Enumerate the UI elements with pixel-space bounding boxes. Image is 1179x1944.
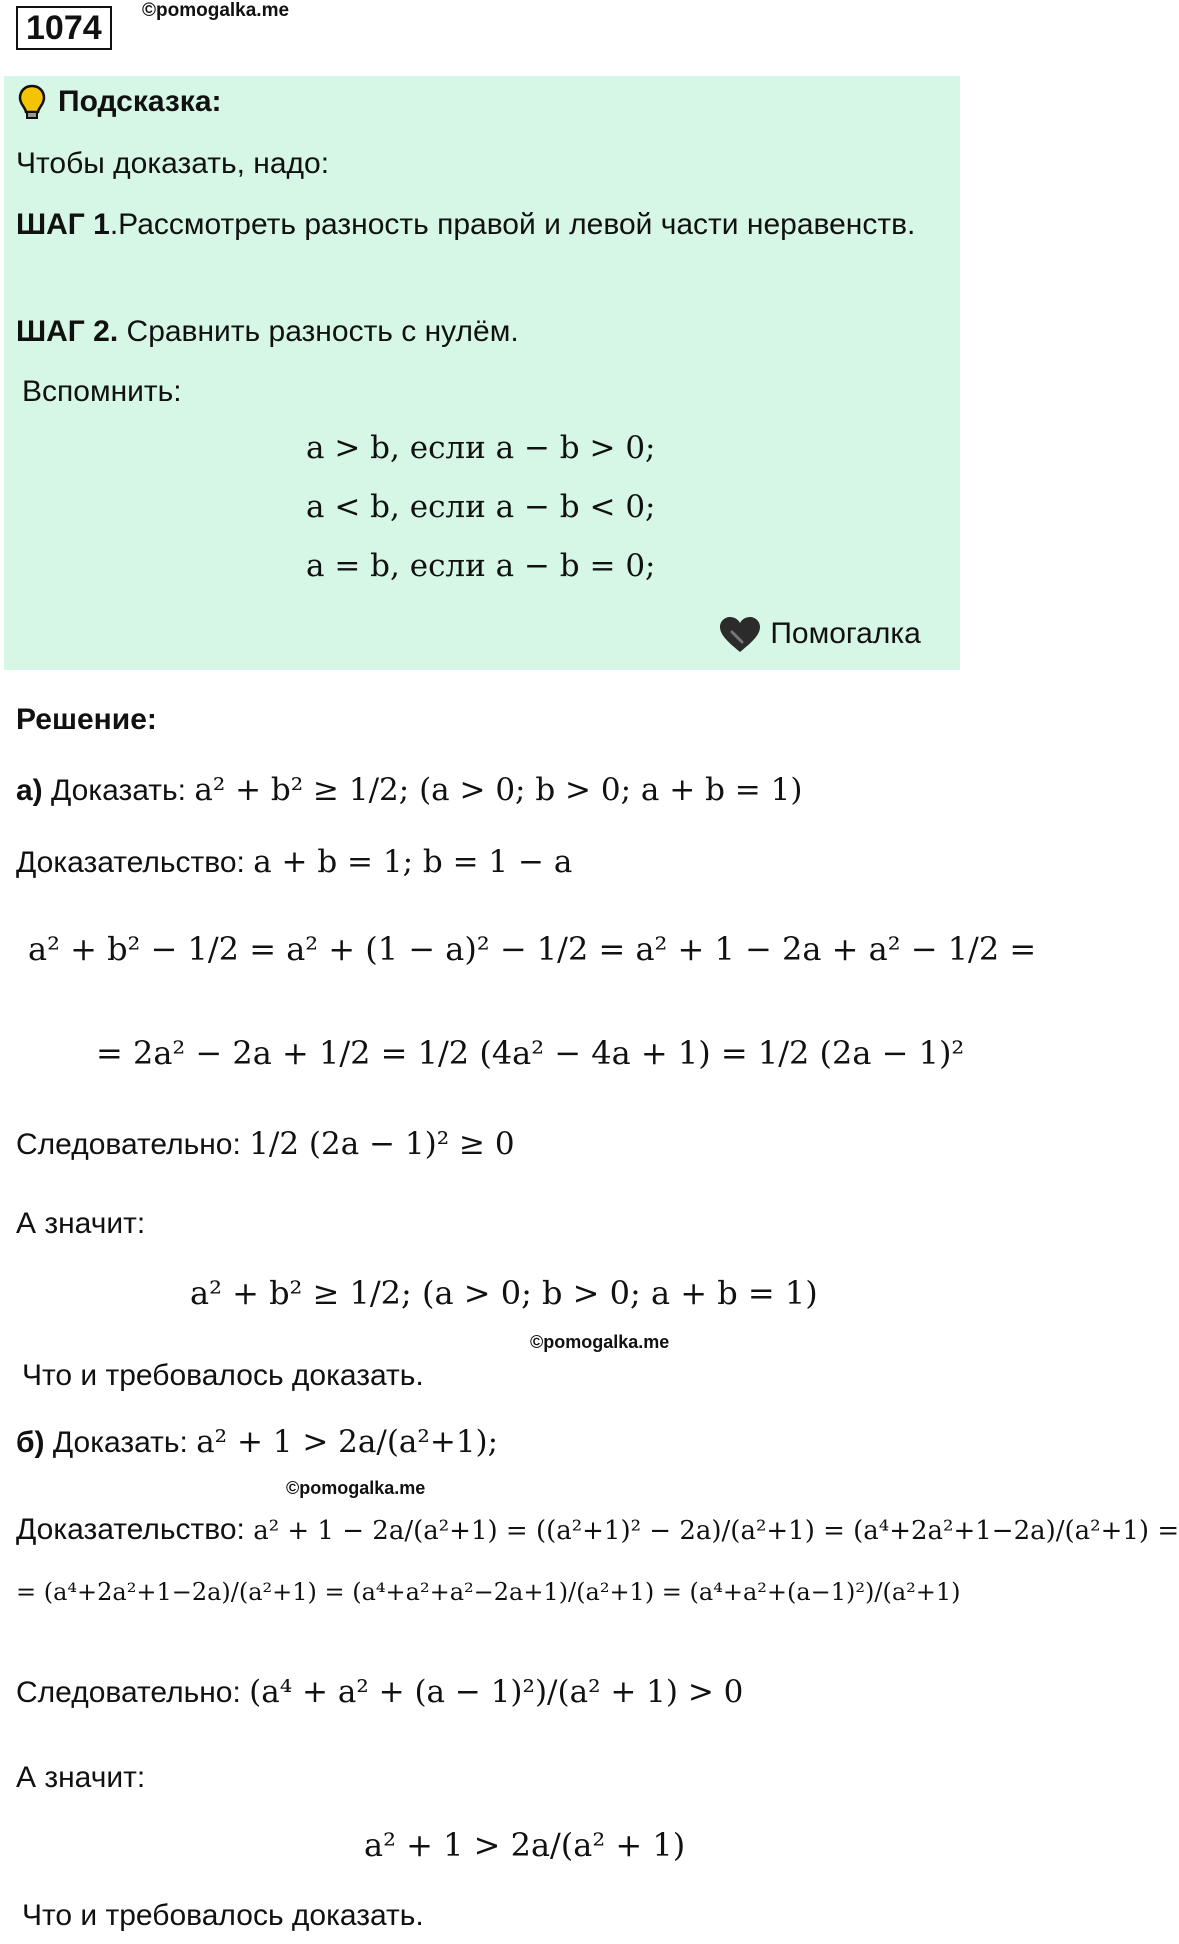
part-b-proof-line1	[16, 1510, 1179, 1551]
part-b-prove	[16, 1422, 498, 1463]
rule-2: a < b, если a − b < 0;	[306, 489, 656, 525]
heart-icon	[718, 616, 762, 654]
solution-title: Решение:	[16, 703, 157, 736]
part-b-therefore-label: Следовательно:	[16, 1676, 241, 1709]
part-a-line2: = 2a² − 2a + 1/2 = 1/2 (4a² − 4a + 1) = 1/2 (2a − 1)²	[96, 1034, 965, 1072]
hint-title: Подсказка:	[58, 85, 222, 118]
part-a-prove	[16, 770, 802, 811]
part-a-proof-label: Доказательство:	[16, 846, 245, 879]
step1-label: ШАГ 1	[16, 208, 110, 241]
part-a-label: а)	[16, 774, 43, 807]
part-b-therefore-math: (a⁴ + a² + (a − 1)²)/(a² + 1) > 0	[249, 1674, 744, 1710]
part-b-qed: Что и требовалось доказать.	[22, 1899, 424, 1932]
part-a-line1: a² + b² − 1/2 = a² + (1 − a)² − 1/2 = a² + 1 − 2a + a² − 1/2 =	[28, 930, 1037, 968]
hint-remember: Вспомнить:	[22, 375, 182, 408]
part-a-proof-math: a + b = 1; b = 1 − a	[253, 844, 573, 880]
part-b-line1: a² + 1 − 2a/(a²+1) = ((a²+1)² − 2a)/(a²+1) = (a⁴+2a²+1−2a)/(a²+1) =	[253, 1516, 1179, 1546]
watermark-3: ©pomogalka.me	[286, 1478, 426, 1498]
hint-intro: Чтобы доказать, надо:	[16, 147, 330, 180]
brand-label	[718, 614, 921, 654]
part-a-prove-math: a² + b² ≥ 1/2; (a > 0; b > 0; a + b = 1)	[194, 772, 803, 808]
part-b-proof-label: Доказательство:	[16, 1513, 245, 1546]
part-a-therefore-math: 1/2 (2a − 1)² ≥ 0	[249, 1126, 515, 1162]
rule-1: a > b, если a − b > 0;	[306, 430, 656, 466]
step1-text: .Рассмотреть разность правой и левой части неравенств.	[109, 208, 916, 241]
part-b-means: А значит:	[16, 1761, 146, 1794]
part-a-therefore-label: Следовательно:	[16, 1128, 241, 1161]
hint-step1	[16, 204, 944, 246]
part-b-therefore	[16, 1672, 743, 1713]
part-a-proof	[16, 842, 572, 883]
part-b-line2: = (a⁴+2a²+1−2a)/(a²+1) = (a⁴+a²+a²−2a+1)/(a²+1) = (a⁴+a²+(a−1)²)/(a²+1)	[16, 1578, 961, 1606]
lightbulb-icon	[18, 84, 46, 122]
watermark-2: ©pomogalka.me	[530, 1332, 670, 1352]
hint-step2	[16, 312, 519, 352]
problem-number: 1074	[16, 6, 112, 50]
part-b-prove-math: a² + 1 > 2a/(a²+1);	[196, 1424, 499, 1460]
part-a-therefore	[16, 1124, 515, 1165]
part-a-means: А значит:	[16, 1207, 146, 1240]
part-a-qed: Что и требовалось доказать.	[22, 1359, 424, 1392]
step2-text: Сравнить разность с нулём.	[118, 315, 519, 348]
watermark: ©pomogalka.me	[142, 0, 290, 21]
part-b-label: б)	[16, 1426, 45, 1459]
part-b-result: a² + 1 > 2a/(a² + 1)	[364, 1826, 686, 1864]
step2-label: ШАГ 2.	[16, 315, 119, 348]
brand-text: Помогалка	[770, 617, 921, 650]
rule-3: a = b, если a − b = 0;	[306, 548, 656, 584]
part-a-result: a² + b² ≥ 1/2; (a > 0; b > 0; a + b = 1)	[190, 1274, 818, 1312]
part-a-prove-word: Доказать:	[51, 774, 186, 807]
part-b-prove-word: Доказать:	[52, 1426, 188, 1459]
